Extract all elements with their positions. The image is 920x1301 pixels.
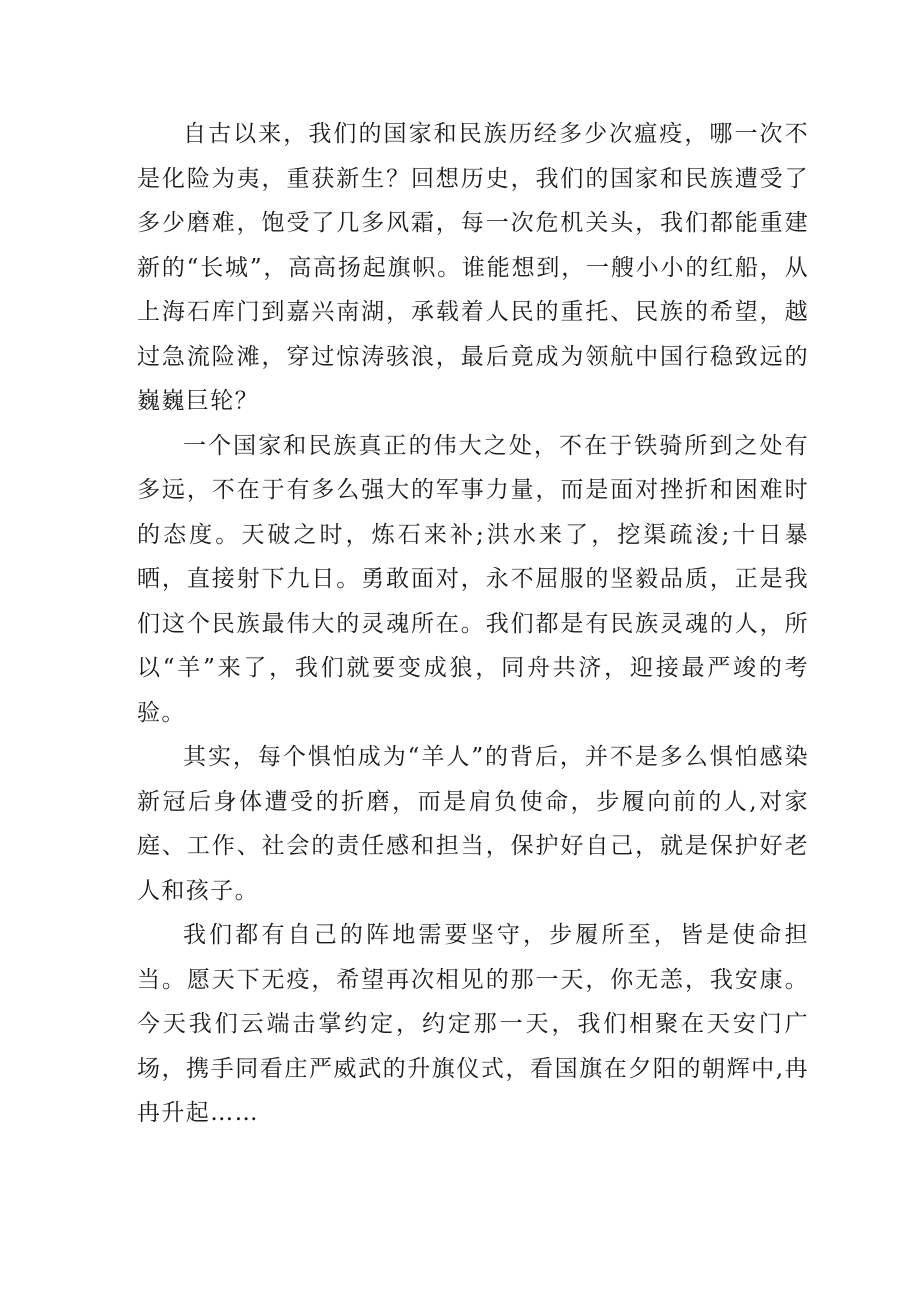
paragraph-2: 一个国家和民族真正的伟大之处，不在于铁骑所到之处有多远，不在于有多么强大的军事力量，而是面对挫折和困难时的态度。天破之时，炼石来补;洪水来了，挖渠疏浚;十日暴晒，直接射下九日。勇敢面对，永不屈服的坚毅品质，正是我们这个民族最伟大的灵魂所在。我们都是有民族灵魂的人，所以“羊”来了，我们就要变成狼，同舟共济，迎接最严竣的考验。	[137, 432, 809, 726]
document-body	[137, 112, 809, 1136]
paragraph-3: 其实，每个惧怕成为“羊人”的背后，并不是多么惧怕感染新冠后身体遭受的折磨，而是肩负使命，步履向前的人,对家庭、工作、社会的责任感和担当，保护好自己，就是保护好老人和孩子。	[137, 744, 809, 904]
paragraph-4: 我们都有自己的阵地需要坚守，步履所至，皆是使命担当。愿天下无疫，希望再次相见的那一天，你无恙，我安康。今天我们云端击掌约定，约定那一天，我们相聚在天安门广场，携手同看庄严威武的升旗仪式，看国旗在夕阳的朝辉中,冉冉升起……	[137, 922, 809, 1126]
paragraph-1: 自古以来，我们的国家和民族历经多少次瘟疫，哪一次不是化险为夷，重获新生？回想历史，我们的国家和民族遭受了多少磨难，饱受了几多风霜，每一次危机关头，我们都能重建新的“长城”，高高扬起旗帜。谁能想到，一艘小小的红船，从上海石库门到嘉兴南湖，承载着人民的重托、民族的希望，越过急流险滩，穿过惊涛骇浪，最后竟成为领航中国行稳致远的巍巍巨轮？	[137, 121, 809, 414]
